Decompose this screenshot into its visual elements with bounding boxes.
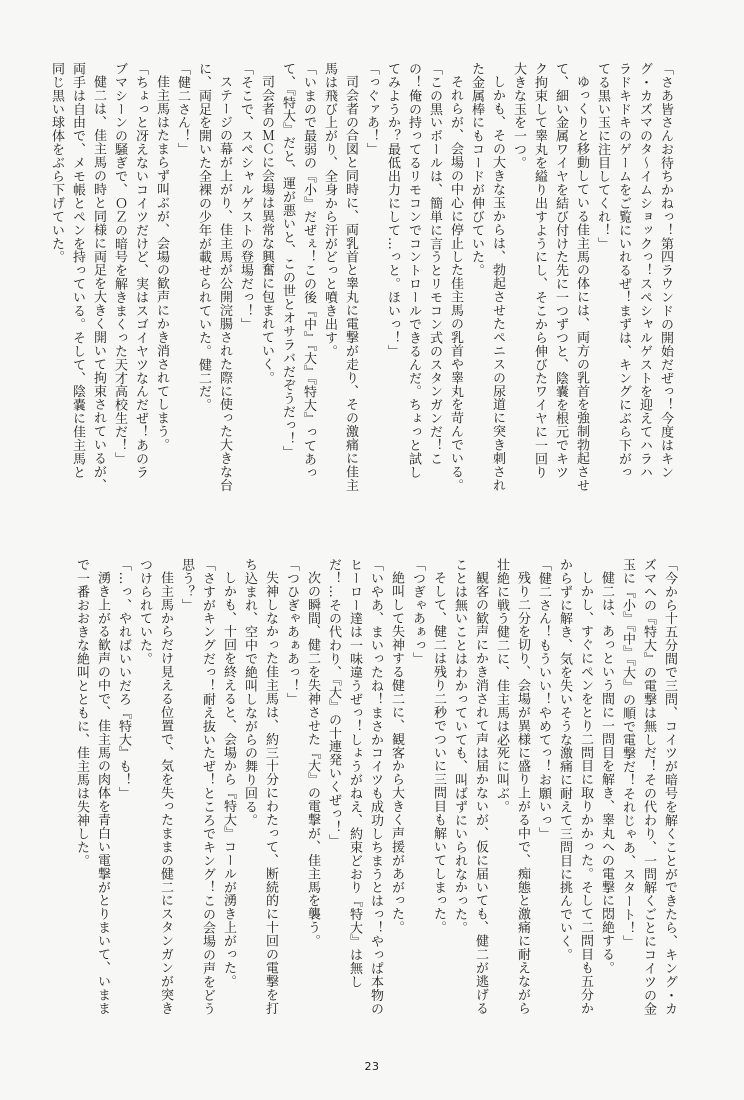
upper-paragraph: 「さあ皆さんお待ちかねっ！第四ラウンドの開始だぜっ！今度はキング・カズマのタ～イムショックっ！スペシャルゲストを迎えてハラハラドキドキのゲームをご覧にいれるぜ！まずは、キングにぶら下がってる黒い玉に注目してくれ！」: [595, 62, 673, 479]
upper-paragraph: それらが、会場の中心に停止した佳主馬の乳首や睾丸を苛んでいる。: [448, 75, 463, 492]
lower-paragraph: 「…っ、やればいいだろ『特大』も！」: [116, 558, 131, 801]
upper-paragraph: 「この黒いボールは、簡単に言うとリモコン式のスタンガンだ！この！俺の持ってるリモコンでコントロールできるんだ。ちょっと試してみようか？最低出力にして…っと。ほいっ！」: [385, 62, 442, 479]
lower-paragraph: 湧き上がる歓声の中で、佳主馬の肉体を青白い電撃がとりまいて、いままで一番おおきな絶叫とともに、佳主馬は失神した。: [74, 558, 110, 1015]
upper-paragraph: 司会者の合図と同時に、両乳首と睾丸に電撃が走り、その激痛に佳主馬は飛び上がり、全身から汗がどっと噴き出す。: [322, 62, 358, 492]
lower-paragraph: 観客の歓声にかき消されて声は届かないが、仮に届いても、健二が逃げることは無いことはわかっていても、叫ばずにいられなかった。: [452, 558, 488, 1015]
upper-paragraph: 「そこで、スペシャルゲストの登場だっ！」: [238, 62, 253, 331]
upper-paragraph: 「ちょっと冴えないコイツだけど、実はスゴイヤツなんだぜ！あのラブマシーンの騒ぎで、ＯＺの暗号を解きまくった天才高校生だ！」: [112, 62, 148, 479]
lower-text-block: [74, 558, 680, 1028]
upper-paragraph: 「っぐァあ！」: [364, 62, 379, 157]
lower-paragraph: 「いやあ、まいったね！まさかコイツも成功しちまうとはっ！やっぱ本物のヒーロー達は一味違うぜっ！しょうがねえ、約束どおり『特大』は無しだ！…その代わり、『大』の十連発いくぜっ！」: [326, 558, 383, 1016]
lower-paragraph: 「つぎゃあぁっ」: [410, 558, 425, 666]
upper-paragraph: 「健二さん！」: [175, 62, 190, 157]
lower-paragraph: 「さすがキングだっ！耐え抜いたぜ！ところでキング！この会場の声をどう思う？」: [179, 558, 215, 1016]
lower-paragraph: そして、健二は残り二秒でついに三問目も解いてしまった。: [431, 571, 446, 935]
lower-paragraph: しかも、十回を終えると、会場から『特大』コールが湧き上がった。: [221, 571, 236, 988]
upper-paragraph: 佳主馬はたまらず叫ぶが、会場の歓声にかき消されてしまう。: [154, 75, 169, 452]
upper-paragraph: 健二は、佳主馬の時と同様に両足を大きく開いて拘束されているが、両手は自由で、メモ帳とペンを持っている。そして、陰嚢に佳主馬と同じ黒い球体をぶら下げていた。: [49, 62, 106, 492]
lower-paragraph: 「つひぎゃあぁあっ！」: [284, 558, 299, 706]
lower-paragraph: 失神しなかった佳主馬は、約三十分にわたって、断続的に十回の電撃を打ち込まれ、空中で絶叫しながらの舞り回る。: [242, 558, 278, 1015]
lower-paragraph: しかし、すぐにペンをとり二問目に取りかかった。そして二問目も五分かからずに解き、気を失いそうな激痛に耐えて三問目に挑んでいく。: [557, 558, 593, 1015]
lower-paragraph: 絶叫して失神する健二に、観客から大きく声援があがった。: [389, 571, 404, 935]
lower-paragraph: 「健二さん！もういい！やめてっ！お願いっ」: [536, 558, 551, 841]
upper-paragraph: 司会者のＭＣに会場は異常な興奮に包まれていく。: [259, 75, 274, 385]
lower-paragraph: 残り二分を切り、会場が異様に盛り上がる中で、痴態と激痛に耐えながら壮絶に戦う健二に、佳主馬は必死に叫ぶ。: [494, 558, 530, 1015]
lower-paragraph: 佳主馬からだけ見える位置で、気を失ったままの健二にスタンガンが突きつけられていた。: [137, 558, 173, 1015]
upper-paragraph: 「いまので最弱の『小』だぜぇ！この後『中』『大』『特大』ってあって、『特大』だと、運が悪いと、この世とオサラバだぞうだっ！」: [280, 62, 316, 480]
lower-paragraph: 健二は、あっという間に一問目を解き、睾丸への電撃に悶絶する。: [599, 571, 614, 975]
upper-paragraph: しかも、その大きな玉からは、勃起させたペニスの尿道に突き刺された金属棒にもコードが伸びていた。: [469, 62, 505, 492]
upper-paragraph: ゆっくりと移動している佳主馬の体には、両方の乳首を強制勃起させて、細い金属ワイヤを結び付けた先に一つずつと、陰嚢を根元でキツク拘束して睾丸を縊り出すようにし、そこから伸びたワイヤに一回り大きな玉を一つ。: [511, 62, 589, 492]
upper-paragraph: ステージの幕が上がり、佳主馬が公開浣腸された際に使った大きな台に、両足を開いた全裸の少年が載せられていた。健二だ。: [196, 62, 232, 492]
lower-paragraph: 「今から十五分間で三問、コイツが暗号を解くことができたら、キング・カズマへの『特大』の電撃は無しだ！その代わり、一問解くごとにコイツの金玉に『小』『中』『大』の順で電撃だ！それじゃあ、スタート！」: [620, 558, 677, 1016]
lower-paragraph: 次の瞬間、健二を失神させた『大』の電撃が、佳主馬を襲う。: [305, 571, 320, 948]
upper-text-block: [49, 62, 676, 492]
page-number: 23: [364, 1060, 380, 1073]
